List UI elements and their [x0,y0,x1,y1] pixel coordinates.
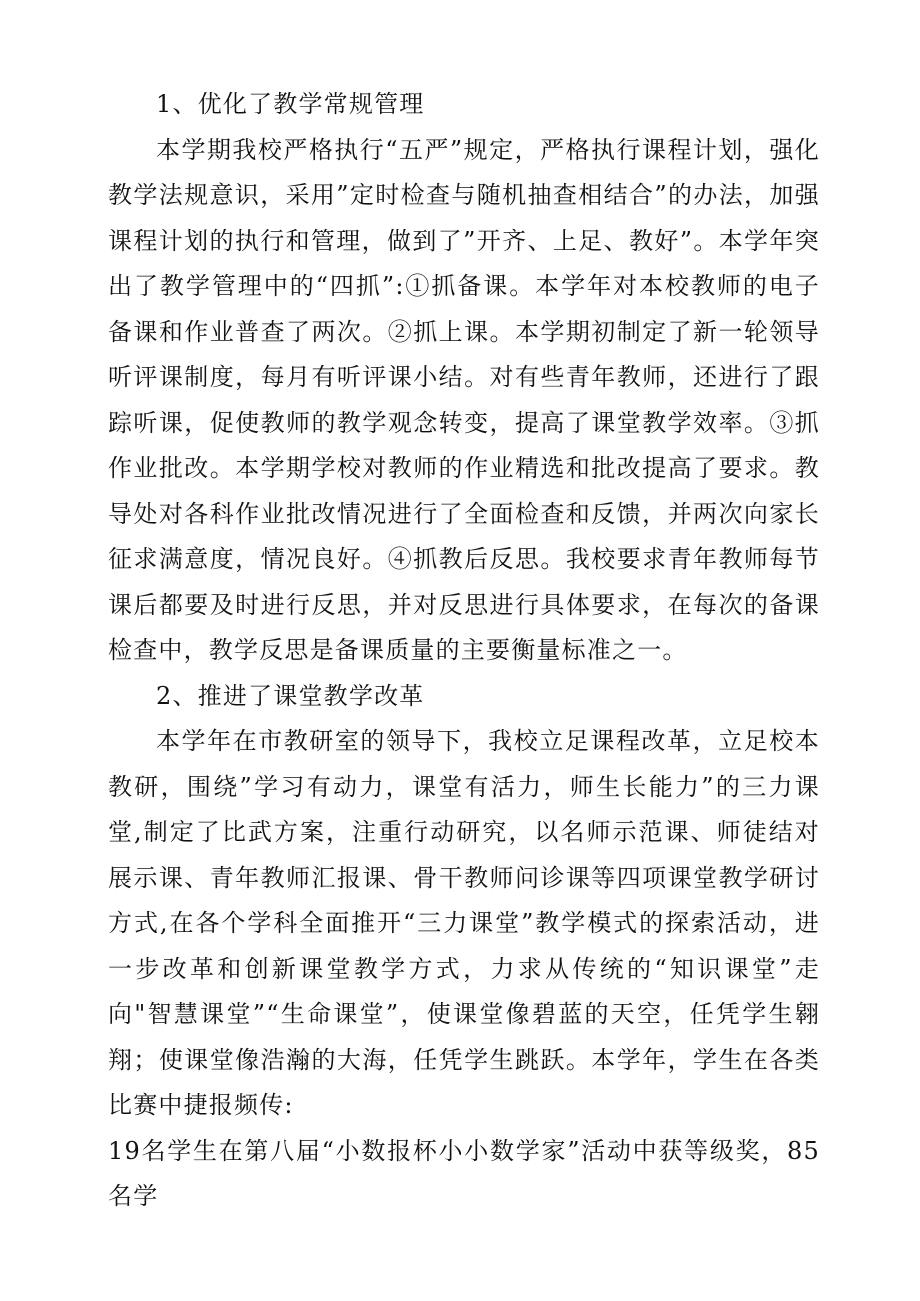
section-2-paragraph: 本学年在市教研室的领导下，我校立足课程改革，立足校本教研，围绕”学习有动力，课堂有活力，师生长能力”的三力课堂,制定了比武方案，注重行动研究，以名师示范课、师徒结对展示课、青年教师汇报课、骨干教师问诊课等四项课堂教学研讨方式,在各个学科全面推开“三力课堂”教学模式的探索活动，进一步改革和创新课堂教学方式，力求从传统的“知识课堂”走向"智慧课堂”“生命课堂”，使课堂像碧蓝的天空，任凭学生翱翔；使课堂像浩瀚的大海，任凭学生跳跃。本学年，学生在各类比赛中捷报频传: [108,727,820,1119]
section-2-trailing-line: 19名学生在第八届“小数报杯小小数学家”活动中获等级奖，85名学 [108,1136,820,1210]
document-body [108,82,820,1220]
section-1-paragraph: 本学期我校严格执行“五严”规定，严格执行课程计划，强化教学法规意识，采用”定时检查与随机抽查相结合”的办法，加强课程计划的执行和管理，做到了”开齐、上足、教好”。本学年突出了教学管理中的“四抓”:①抓备课。本学年对本校教师的电子备课和作业普查了两次。②抓上课。本学期初制定了新一轮领导听评课制度，每月有听评课小结。对有些青年教师，还进行了跟踪听课，促使教师的教学观念转变，提高了课堂教学效率。③抓作业批改。本学期学校对教师的作业精选和批改提高了要求。教导处对各科作业批改情况进行了全面检查和反馈，并两次向家长征求满意度，情况良好。④抓教后反思。我校要求青年教师每节课后都要及时进行反思，并对反思进行具体要求，在每次的备课检查中，教学反思是备课质量的主要衡量标准之一。 [108,135,820,664]
section-2-heading: 2、推进了课堂教学改革 [156,681,425,710]
section-1-heading: 1、优化了教学常规管理 [156,90,425,118]
